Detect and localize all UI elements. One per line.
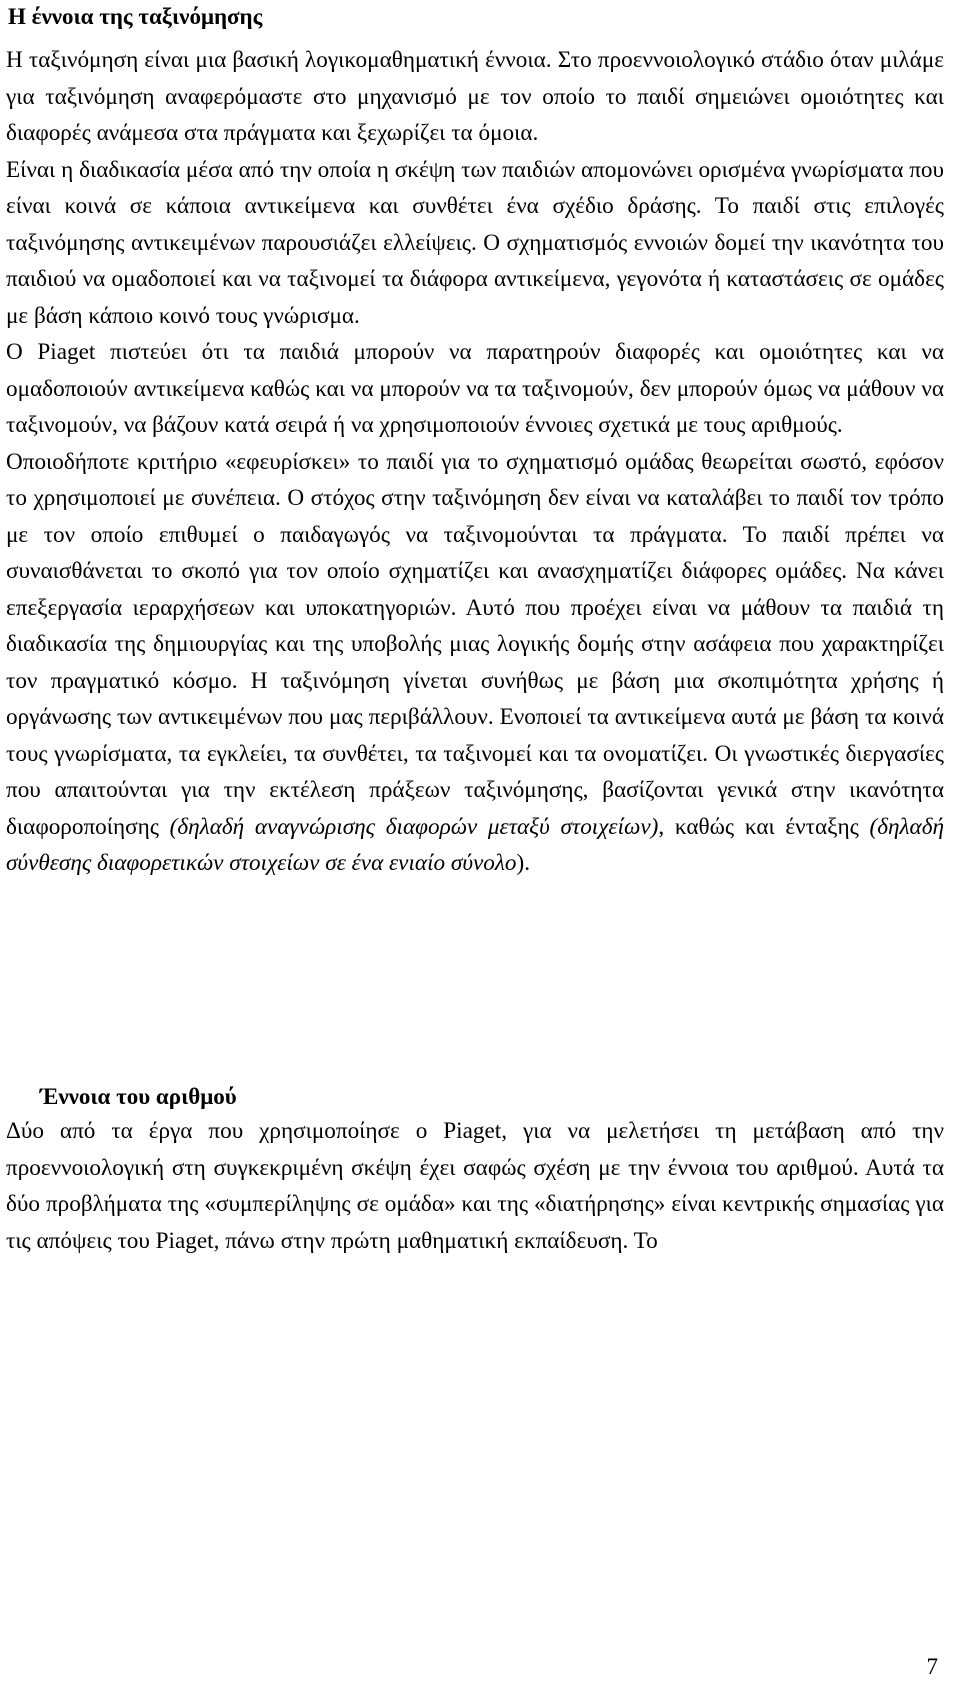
- section-body-classification: [6, 42, 944, 882]
- paragraph-text: ).: [516, 850, 531, 876]
- section-title-classification: Η έννοια της ταξινόμησης: [8, 4, 263, 29]
- paragraph: Είναι η διαδικασία μέσα από την οποία η σκέψη των παιδιών απομονώνει ορισμένα γνωρίσματα που είναι κοινά σε κάποια αντικείμενα και συνθέτει ένα σχέδιο δράσης. Το παιδί στις επιλογές ταξινόμησης αντικειμένων παρουσιάζει ελλείψεις. Ο σχηματισμός εννοιών δομεί την ικανότητα του παιδιού να ομαδοποιεί και να ταξινομεί τα διάφορα αντικείμενα, γεγονότα ή καταστάσεις σε ομάδες με βάση κάποιο κοινό τους γνώρισμα.: [6, 156, 944, 329]
- italic-text: (δηλαδή αναγνώρισης διαφορών μεταξύ στοιχείων): [169, 813, 659, 840]
- paragraph-text: Οποιοδήποτε κριτήριο «εφευρίσκει» το παιδί για το σχηματισμό ομάδας θεωρείται σωστό, εφόσον το χρησιμοποιεί με συνέπεια. Ο στόχος στην ταξινόμηση δεν είναι να καταλάβει το παιδί τον τρόπο με τον οποίο επιθυμεί ο παιδαγωγός να ταξινομούνται τα πράγματα. Το παιδί πρέπει να συναισθάνεται το σκοπό για τον οποίο σχηματίζει και ανασχηματίζει διάφορες ομάδες. Να κάνει επεξεργασία ιεραρχήσεων και υποκατηγοριών. Αυτό που προέχει είναι να μάθουν τα παιδιά τη διαδικασία της δημιουργίας και της υποβολής μιας λογικής δομής στην ασάφεια που χαρακτηρίζει τον πραγματικό κόσμο. Η ταξινόμηση γίνεται συνήθως με βάση μια σκοπιμότητα χρήσης ή οργάνωσης των αντικειμένων που μας περιβάλλουν. Ενοποιεί τα αντικείμενα αυτά με βάση τα κοινά τους γνωρίσματα, τα εγκλείει, τα συνθέτει, τα ταξινομεί και τα ονοματίζει. Οι γνωστικές διεργασίες που απαιτούνται για την εκτέλεση πράξεων ταξινόμησης, βασίζονται γενικά στην ικανότητα διαφοροποίησης: [6, 448, 944, 840]
- section-title-number: Έννοια του αριθμού: [40, 1084, 237, 1109]
- paragraph: [6, 449, 944, 877]
- paragraph: Ο Piaget πιστεύει ότι τα παιδιά μπορούν να παρατηρούν διαφορές και ομοιότητες και να ομαδοποιούν αντικείμενα καθώς και να μπορούν να τα ταξινομούν, δεν μπορούν όμως να μάθουν να ταξινομούν, να βάζουν κατά σειρά ή να χρησιμοποιούν έννοιες σχετικά με τους αριθμούς.: [6, 339, 944, 438]
- paragraph: Δύο από τα έργα που χρησιμοποίησε ο Piaget, για να μελετήσει τη μετάβαση από την προεννοιολογική στη συγκεκριμένη σκέψη έχει σαφώς σχέση με την έννοια του αριθμού. Αυτά τα δύο προβλήματα της «συμπερίληψης σε ομάδα» και της «διατήρησης» είναι κεντρικής σημασίας για τις απόψεις του Piaget, πάνω στην πρώτη μαθηματική εκπαίδευση. Το: [6, 1118, 944, 1254]
- section-body-number: [6, 1113, 944, 1259]
- paragraph-text: , καθώς και ένταξης: [658, 813, 870, 840]
- paragraph: Η ταξινόμηση είναι μια βασική λογικομαθηματική έννοια. Στο προεννοιολογικό στάδιο όταν μιλάμε για ταξινόμηση αναφερόμαστε στο μηχανισμό με τον οποίο το παιδί σημειώνει ομοιότητες και διαφορές ανάμεσα στα πράγματα και ξεχωρίζει τα όμοια.: [6, 47, 944, 146]
- italic-text: (δηλαδή σύνθεσης διαφορετικών στοιχείων σε ένα ενιαίο σύνολο: [6, 813, 944, 876]
- page-number: 7: [926, 1654, 938, 1679]
